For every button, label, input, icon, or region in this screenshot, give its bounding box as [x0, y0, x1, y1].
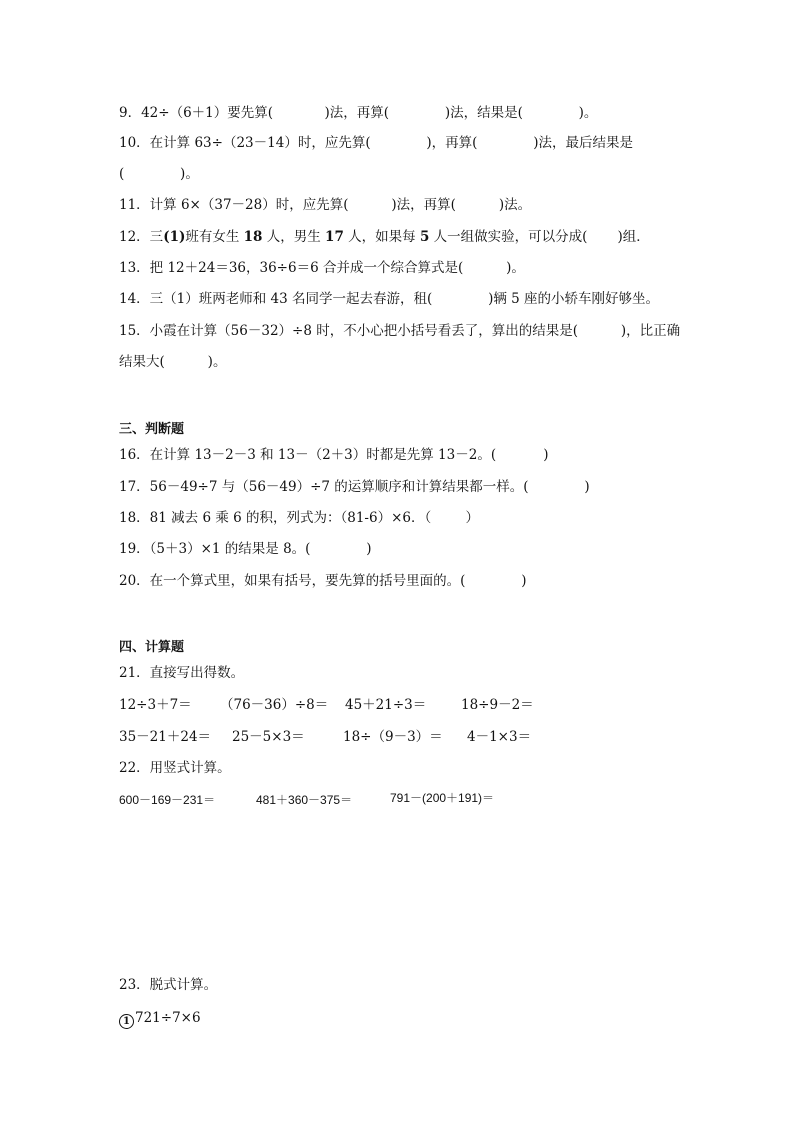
calc-item: 25－5×3＝: [232, 729, 305, 745]
section-heading-calc: 四、计算题: [119, 640, 185, 655]
question-9: 9．42÷（6＋1）要先算( )法，再算( )法，结果是( )。: [119, 105, 598, 121]
question-20: 20．在一个算式里，如果有括号，要先算的括号里面的。( ): [119, 573, 527, 589]
calc-item: 35－21＋24＝: [119, 729, 212, 745]
question-13: 13．把 12＋24＝36，36÷6＝6 合并成一个综合算式是( )。: [119, 260, 525, 276]
calc-item: 4－1×3＝: [467, 729, 532, 745]
section-heading-judge: 三、判断题: [119, 422, 185, 437]
question-16: 16．在计算 13－2－3 和 13－（2＋3）时都是先算 13－2。( ): [119, 447, 549, 463]
vertical-calc-item: 600－169－231＝: [119, 793, 216, 807]
question-17: 17．56－49÷7 与（56－49）÷7 的运算顺序和计算结果都一样。( ): [119, 479, 590, 495]
question-10-line1: 10．在计算 63÷（23－14）时，应先算( )，再算( )法，最后结果是: [119, 135, 633, 151]
question-14: 14．三（1）班两老师和 43 名同学一起去春游，租( )辆 5 座的小轿车刚好够坐。: [119, 291, 660, 307]
calc-item: （76－36）÷8＝: [220, 697, 329, 713]
question-18: 18．81 减去 6 乘 6 的积，列式为：（81-6）×6．（ ）: [119, 510, 480, 526]
step-calc-item-1: 1 721÷7×6: [119, 1009, 201, 1029]
question-23: 23．脱式计算。: [119, 977, 218, 993]
calc-item: 18÷9－2＝: [461, 697, 534, 713]
question-19: 19．（5＋3）×1 的结果是 8。( ): [119, 541, 372, 557]
question-15-line2: 结果大( )。: [119, 354, 227, 370]
question-22: 22．用竖式计算。: [119, 760, 231, 776]
vertical-calc-item: 791－(200＋191)＝: [390, 791, 495, 805]
calc-item: 18÷（9－3）＝: [343, 729, 443, 745]
calc-item: 45＋21÷3＝: [345, 697, 427, 713]
question-10-line2: ( )。: [119, 166, 199, 182]
question-12: 12．三(1)班有女生 18 人，男生 17 人，如果每 5 人一组做实验，可以分成( )组．: [119, 229, 650, 245]
question-15-line1: 15．小霞在计算（56－32）÷8 时，不小心把小括号看丢了，算出的结果是( )，比正确: [119, 323, 681, 339]
vertical-calc-item: 481＋360－375＝: [256, 793, 353, 807]
circled-number-1: 1: [119, 1014, 134, 1029]
calc-item: 12÷3＋7＝: [119, 697, 192, 713]
question-21: 21．直接写出得数。: [119, 665, 245, 681]
question-11: 11．计算 6×（37－28）时，应先算( )法，再算( )法。: [119, 197, 532, 213]
